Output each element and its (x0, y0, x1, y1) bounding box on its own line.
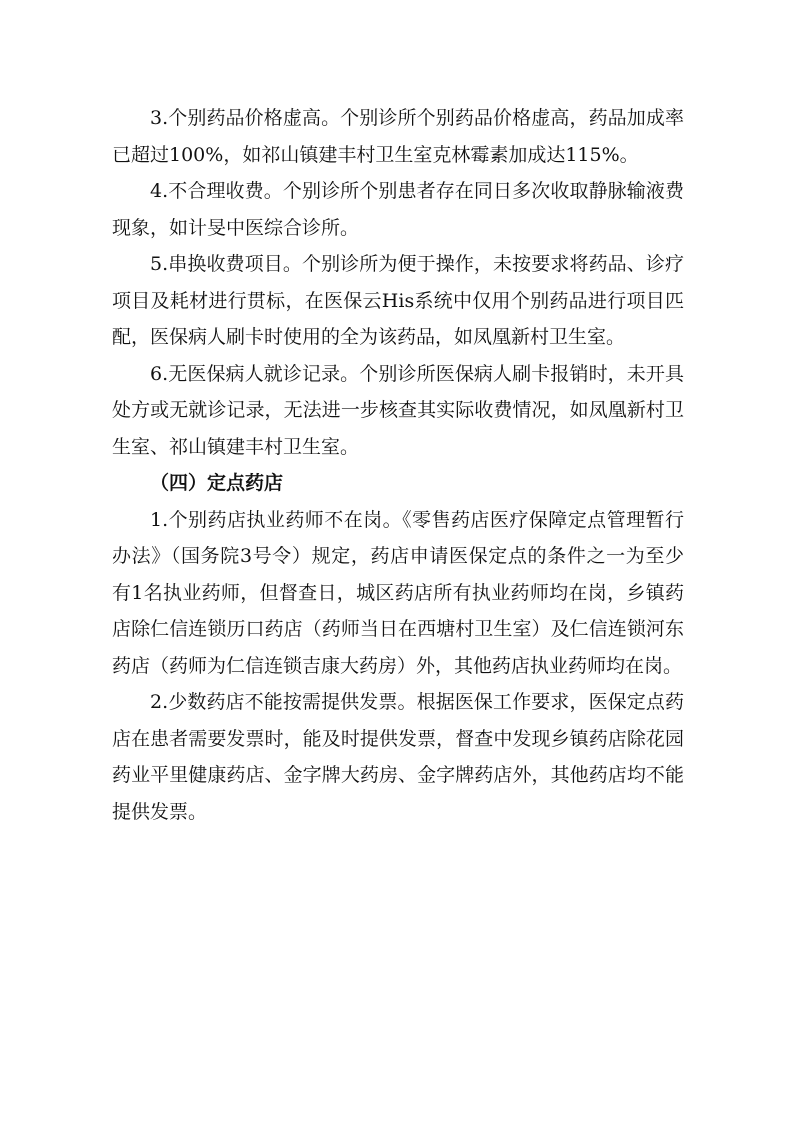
paragraph-item-4-fees: 4.不合理收费。个别诊所个别患者存在同日多次收取静脉输液费现象，如计旻中医综合诊所。 (112, 180, 684, 239)
paragraph-item-6-records: 6.无医保病人就诊记录。个别诊所医保病人刷卡报销时，未开具处方或无就诊记录，无法进一步核查其实际收费情况，如凤凰新村卫生室、祁山镇建丰村卫生室。 (112, 362, 684, 458)
paragraph-item-5-swap: 5.串换收费项目。个别诊所为便于操作，未按要求将药品、诊疗项目及耗材进行贯标，在医保云His系统中仅用个别药品进行项目匹配，医保病人刷卡时使用的全为该药品，如凤凰新村卫生室。 (112, 253, 684, 348)
document-body (112, 100, 684, 830)
section-heading: （四）定点药店 (150, 472, 284, 494)
paragraph-item-3-price: 3.个别药品价格虚高。个别诊所个别药品价格虚高，药品加成率已超过100%，如祁山镇建丰村卫生室克林霉素加成达115%。 (112, 107, 684, 166)
paragraph-pharmacy-1-pharmacist: 1.个别药店执业药师不在岗。《零售药店医疗保障定点管理暂行办法》（国务院3号令）规定，药店申请医保定点的条件之一为至少有1名执业药师，但督查日，城区药店所有执业药师均在岗，乡镇药店除仁信连锁历口药店（药师当日在西塘村卫生室）及仁信连锁河东药店（药师为仁信连锁吉康大药房）外，其他药店执业药师均在岗。 (112, 508, 684, 677)
paragraph-pharmacy-2-invoice: 2.少数药店不能按需提供发票。根据医保工作要求，医保定点药店在患者需要发票时，能及时提供发票，督查中发现乡镇药店除花园药业平里健康药店、金字牌大药房、金字牌药店外，其他药店均不能提供发票。 (112, 691, 684, 823)
